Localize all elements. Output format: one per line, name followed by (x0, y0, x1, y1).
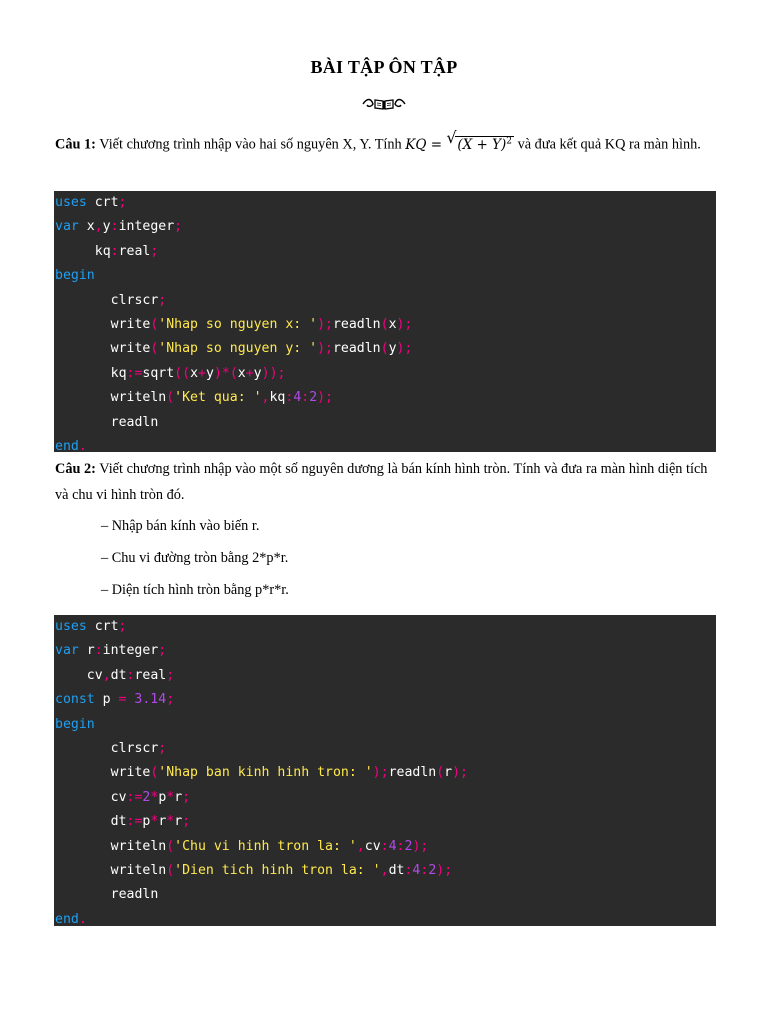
code-line (111, 289, 167, 313)
code-token: , (94, 219, 103, 235)
code-token: ( (150, 341, 159, 357)
code-token: p (142, 814, 151, 830)
code-token: end (55, 911, 79, 927)
code-token: x (78, 219, 95, 235)
code-token: ); (396, 341, 413, 357)
code-token: uses (55, 195, 87, 210)
code-token: ); (317, 390, 334, 406)
code-token: x (388, 317, 397, 332)
code-line (111, 859, 453, 883)
bullet-item: – Chu vi đường tròn bằng 2*p*r. (101, 550, 289, 566)
code-line (111, 411, 159, 435)
code-token: r (174, 789, 183, 805)
code-token: integer (102, 643, 159, 659)
code-block-1 (54, 191, 716, 452)
code-token: sqrt (142, 365, 175, 381)
code-line (111, 835, 429, 859)
code-line (55, 713, 95, 737)
question-2-text: Viết chương trình nhập vào một số nguyên dương là bán kính hình tròn. Tính và đưa ra màn hình diện tích và chu vi hình tròn đó. (55, 461, 708, 503)
code-token: write (110, 317, 151, 332)
code-token: dt (388, 863, 405, 878)
code-line (111, 786, 191, 810)
code-token: real (134, 667, 167, 683)
code-token: := (126, 814, 143, 830)
code-token: ( (166, 390, 175, 406)
code-token: ( (380, 341, 389, 357)
code-line (55, 688, 174, 712)
code-token: r (78, 643, 95, 659)
code-token: r (174, 814, 183, 830)
question-1 (55, 128, 715, 158)
code-token: ; (158, 292, 167, 308)
code-token: write (110, 765, 151, 781)
code-token: kq (94, 243, 111, 259)
code-token: end (55, 439, 79, 454)
code-token: uses (55, 619, 87, 634)
code-token: ( (150, 765, 159, 781)
code-token: readln (332, 317, 381, 332)
code-token: readln (332, 341, 381, 357)
code-token: ; (158, 643, 167, 659)
code-token: ); (452, 765, 468, 781)
code-token: var (55, 643, 79, 659)
code-token: ; (118, 195, 127, 210)
code-line (55, 264, 95, 288)
code-line (111, 810, 191, 834)
bullet-item: – Diện tích hình tròn bằng p*r*r. (101, 582, 289, 598)
code-token: real (118, 243, 151, 259)
code-token: p (94, 692, 119, 708)
code-token: ; (166, 692, 175, 708)
code-line (111, 761, 468, 785)
code-token: ( (436, 765, 445, 781)
code-token: 3.14 (126, 692, 167, 708)
code-token: ; (118, 619, 127, 634)
code-token: 'Dien tich hinh tron la: ' (174, 863, 381, 878)
code-line (111, 386, 333, 410)
code-token: ); (396, 317, 413, 332)
code-token: kq (110, 365, 127, 381)
formula-exponent: 2 (506, 136, 513, 146)
code-token: crt (86, 619, 119, 634)
code-token: ( (166, 838, 175, 854)
code-token: , (380, 863, 389, 878)
code-token: , (102, 667, 111, 683)
code-token: integer (118, 219, 175, 235)
code-token: 'Chu vi hinh tron la: ' (174, 838, 357, 854)
code-token: clrscr (110, 741, 159, 756)
question-1-text-a: Viết chương trình nhập vào hai số nguyên X, Y. Tính (95, 136, 406, 153)
code-token: begin (55, 268, 95, 284)
code-token: : (110, 219, 119, 235)
code-token: : (110, 243, 119, 259)
code-token: r (444, 765, 453, 781)
page-title: BÀI TẬP ÔN TẬP (310, 57, 458, 77)
code-token: ; (174, 219, 183, 235)
code-token: = (118, 692, 127, 708)
code-token: : (396, 838, 405, 854)
code-line (111, 883, 159, 907)
code-token: ; (166, 667, 175, 683)
code-token: + (198, 365, 206, 381)
code-token: : (94, 643, 103, 659)
code-token: : (380, 838, 389, 854)
sqrt-symbol: √ $(X + Y)^2$ (446, 128, 513, 153)
question-1-text-b: và đưa kết quả KQ ra màn hình. (514, 136, 701, 153)
code-token: := (126, 789, 143, 805)
formula-inner: (X + Y) (457, 136, 507, 153)
code-token: cv (110, 789, 127, 805)
code-token: readln (388, 765, 437, 781)
code-token: writeln (110, 863, 167, 878)
code-token: ; (150, 243, 159, 259)
code-token: write (110, 341, 151, 357)
code-token: . (78, 439, 87, 454)
code-token: begin (55, 716, 95, 732)
code-token: 4 (293, 390, 302, 406)
code-token: cv (364, 838, 381, 854)
code-token: 'Nhap so nguyen x: ' (158, 317, 318, 332)
code-token: 'Nhap so nguyen y: ' (158, 341, 318, 357)
code-token: const (55, 692, 95, 708)
code-token: )); (261, 365, 286, 381)
code-line (55, 639, 166, 663)
question-2 (55, 456, 715, 508)
code-line (55, 908, 87, 932)
code-line (55, 615, 126, 639)
code-token: dt (110, 814, 127, 830)
code-token: ( (166, 863, 175, 878)
code-token: x (190, 365, 199, 381)
code-token: writeln (110, 838, 167, 854)
code-token: )*( (213, 365, 238, 381)
code-token: 2 (142, 789, 151, 805)
code-token: readln (110, 414, 159, 430)
code-line (55, 191, 126, 215)
code-token: y (253, 365, 262, 381)
code-token: 'Ket qua: ' (174, 390, 262, 406)
code-token: 4 (412, 863, 421, 878)
code-token: 2 (309, 390, 318, 406)
code-token: p (158, 789, 167, 805)
bullet-item: – Nhập bán kính vào biến r. (101, 518, 260, 534)
code-token: writeln (110, 390, 167, 406)
code-line (87, 664, 174, 688)
code-token: : (420, 863, 429, 878)
formula-lhs: KQ = (405, 136, 447, 153)
code-token: r (158, 814, 167, 830)
code-token: * (166, 814, 175, 830)
question-2-label: Câu 2: (55, 461, 96, 477)
code-token: ); (372, 765, 389, 781)
code-token: : (301, 390, 310, 406)
code-token: crt (86, 195, 119, 210)
formula-kq (405, 128, 514, 153)
code-token: 2 (404, 838, 413, 854)
code-token: y (205, 365, 214, 381)
code-token: y (388, 341, 397, 357)
code-token: := (126, 365, 143, 381)
code-token: readln (110, 887, 159, 903)
code-token: ); (412, 838, 429, 854)
code-token: var (55, 219, 79, 235)
code-token: ; (158, 741, 167, 756)
question-1-label: Câu 1: (55, 136, 96, 153)
code-line (111, 313, 413, 337)
code-token: clrscr (110, 292, 159, 308)
code-line (95, 240, 159, 264)
code-token: x (237, 365, 246, 381)
code-token: : (285, 390, 294, 406)
code-token: dt (110, 667, 127, 683)
code-token: ; (182, 789, 191, 805)
code-token: kq (269, 390, 286, 406)
code-token: * (150, 789, 159, 805)
code-token: * (150, 814, 159, 830)
code-token: : (404, 863, 413, 878)
code-token: ; (182, 814, 191, 830)
code-token: 4 (388, 838, 397, 854)
code-token: + (245, 365, 254, 381)
code-token: , (356, 838, 365, 854)
code-line (111, 737, 167, 761)
code-token: ( (150, 317, 159, 332)
code-token: 'Nhap ban kinh hinh tron: ' (158, 765, 373, 781)
code-token: cv (86, 667, 103, 683)
code-token: ( (380, 317, 389, 332)
code-token: ); (317, 341, 333, 357)
code-block-2 (54, 615, 716, 926)
code-token: y (102, 219, 111, 235)
code-token: , (261, 390, 270, 406)
code-token: 2 (428, 863, 437, 878)
code-token: . (78, 911, 87, 927)
code-line (55, 215, 182, 239)
code-token: ); (317, 317, 333, 332)
code-token: (( (174, 365, 191, 381)
book-ornament-icon (0, 97, 768, 113)
code-line (111, 362, 286, 386)
code-token: * (166, 789, 175, 805)
code-token: ); (436, 863, 453, 878)
code-line (111, 337, 413, 361)
code-token: : (126, 667, 135, 683)
